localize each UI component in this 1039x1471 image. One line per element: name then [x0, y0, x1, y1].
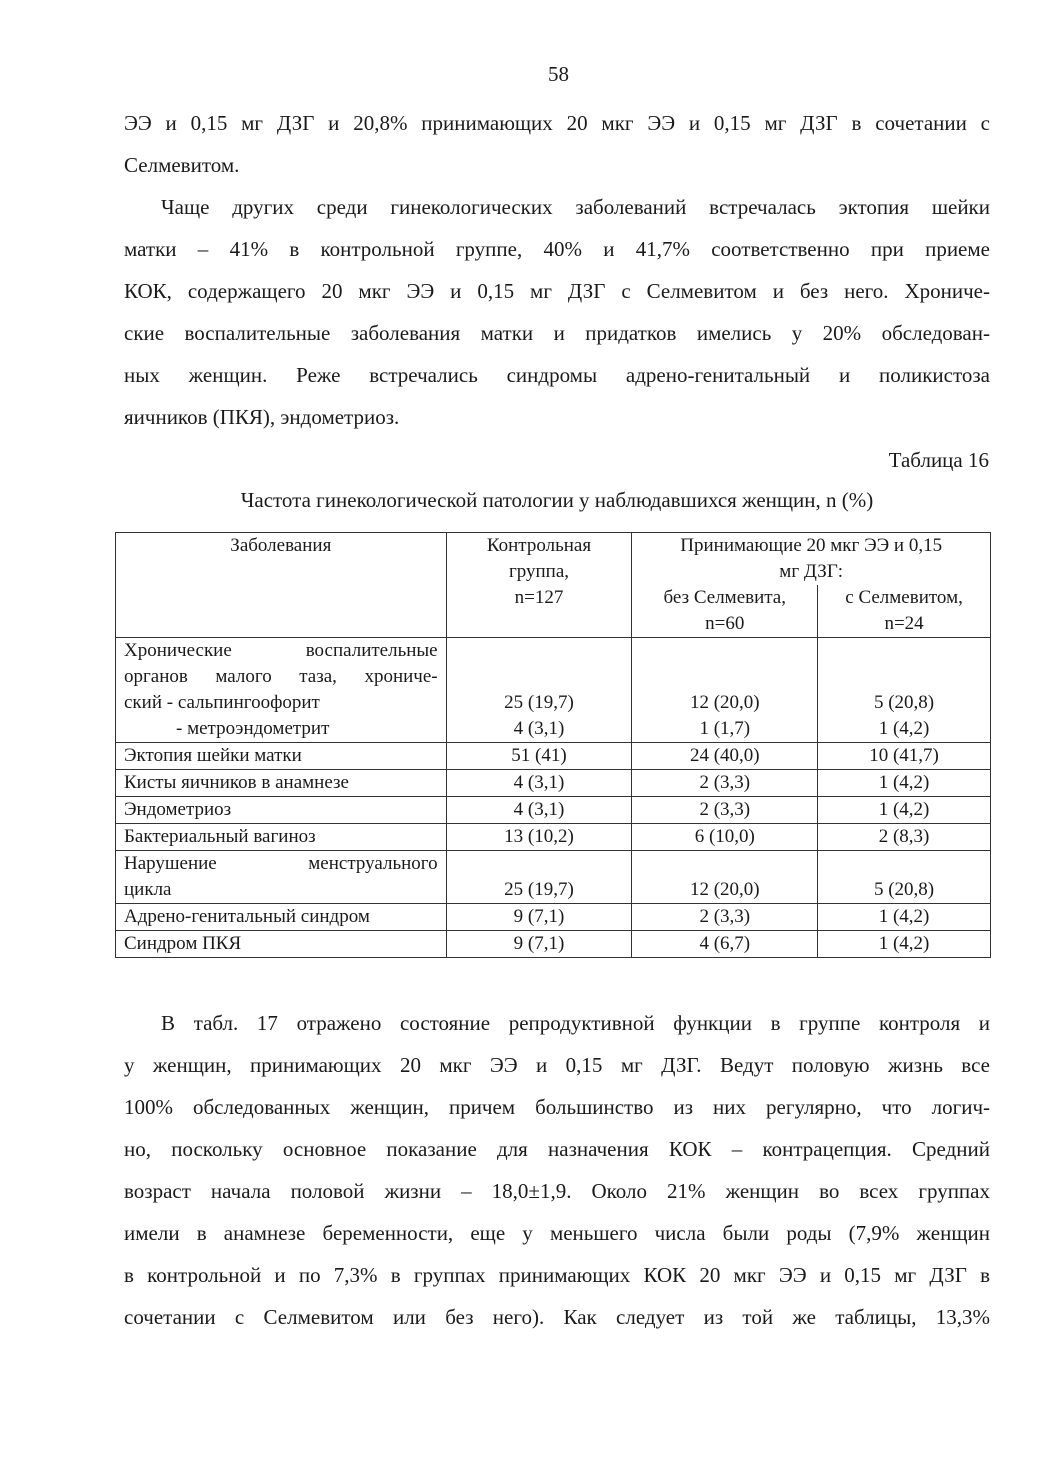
cell-with: 1 (4,2): [818, 931, 991, 958]
name-line: Хронические воспалительные: [124, 640, 438, 661]
row-name: Эктопия шейки матки: [116, 743, 447, 770]
header-line: группа,: [508, 561, 570, 582]
text-line: у женщин, принимающих 20 мкг ЭЭ и 0,15 мг ДЗГ. Ведут половую жизнь все: [124, 1053, 990, 1077]
name-line: Нарушение менструального: [124, 853, 438, 874]
header-control: [446, 533, 632, 638]
text-line: ские воспалительные заболевания матки и придатков имелись у 20% обследован-: [124, 321, 990, 345]
header-line: Контрольная: [486, 535, 592, 556]
text-line: 100% обследованных женщин, причем большинство из них регулярно, что логич-: [124, 1095, 990, 1119]
name-line: ский - сальпингоофорит: [124, 692, 320, 713]
table-header-row: [116, 533, 991, 586]
text-line: но, поскольку основное показание для назначения КОК – контрацепция. Средний: [124, 1137, 990, 1161]
text-line: В табл. 17 отражено состояние репродуктивной функции в группе контроля и: [161, 1011, 990, 1035]
page-number: 58: [548, 62, 569, 86]
paragraph-1: [124, 102, 990, 186]
header-disease: Заболевания: [116, 533, 447, 638]
table-row: [116, 851, 991, 904]
cell-without: 24 (40,0): [632, 743, 818, 770]
cell-control: 9 (7,1): [446, 904, 632, 931]
cell-without: 2 (3,3): [632, 797, 818, 824]
paragraph-3: [124, 1002, 990, 1338]
cell-without: 6 (10,0): [632, 824, 818, 851]
cell-with: 1 (4,2): [818, 770, 991, 797]
header-line: n=127: [514, 587, 564, 608]
row-name: [116, 638, 447, 743]
name-line: органов малого таза, хрониче-: [124, 666, 438, 687]
header-line: без Селмевита,: [663, 587, 786, 608]
header-with: [818, 585, 991, 638]
paragraph-2: [124, 186, 990, 438]
row-name: Бактериальный вагиноз: [116, 824, 447, 851]
table-label: Таблица 16: [888, 448, 989, 472]
text-line: Селмевитом.: [124, 153, 240, 177]
text-line: имели в анамнезе беременности, еще у меньшего числа были роды (7,9% женщин: [124, 1221, 990, 1245]
table-row: [116, 797, 991, 824]
text-line: сочетании с Селмевитом или без него). Как следует из той же таблицы, 13,3%: [124, 1305, 990, 1329]
table-row: [116, 904, 991, 931]
cell-with: 2 (8,3): [818, 824, 991, 851]
table-row: [116, 824, 991, 851]
row-name: Синдром ПКЯ: [116, 931, 447, 958]
cell-value: 1 (4,2): [878, 718, 930, 739]
table-row: [116, 743, 991, 770]
text-line: Чаще других среди гинекологических заболеваний встречалась эктопия шейки: [161, 195, 990, 219]
name-line: цикла: [124, 879, 172, 900]
cell-control: 51 (41): [446, 743, 632, 770]
cell-value: 5 (20,8): [873, 692, 935, 713]
cell-control: 25 (19,7): [446, 851, 632, 904]
row-name: Эндометриоз: [116, 797, 447, 824]
text-line: ЭЭ и 0,15 мг ДЗГ и 20,8% принимающих 20 мкг ЭЭ и 0,15 мг ДЗГ в сочетании с: [124, 111, 990, 135]
row-name: [116, 851, 447, 904]
cell-without: 2 (3,3): [632, 770, 818, 797]
header-taking: [632, 533, 991, 586]
text-line: яичников (ПКЯ), эндометриоз.: [124, 405, 400, 429]
table-caption: Частота гинекологической патологии у наблюдавшихся женщин, n (%): [240, 488, 874, 512]
text-line: КОК, содержащего 20 мкг ЭЭ и 0,15 мг ДЗГ с Селмевитом и без него. Хрониче-: [124, 279, 990, 303]
cell-with: 1 (4,2): [818, 904, 991, 931]
text-line: в контрольной и по 7,3% в группах принимающих КОК 20 мкг ЭЭ и 0,15 мг ДЗГ в: [124, 1263, 990, 1287]
cell-value: 1 (1,7): [699, 718, 751, 739]
cell-value: 12 (20,0): [689, 692, 760, 713]
text-line: возраст начала половой жизни – 18,0±1,9. Около 21% женщин во всех группах: [124, 1179, 990, 1203]
cell-value: 4 (3,1): [513, 718, 565, 739]
cell-with: 10 (41,7): [818, 743, 991, 770]
text-line: матки – 41% в контрольной группе, 40% и 41,7% соответственно при приеме: [124, 237, 990, 261]
cell-without: 12 (20,0): [632, 851, 818, 904]
cell-control: 13 (10,2): [446, 824, 632, 851]
pathology-table: [115, 532, 991, 958]
table-row: [116, 638, 991, 743]
table-row: [116, 931, 991, 958]
cell-value: 25 (19,7): [504, 692, 574, 713]
header-line: n=60: [705, 613, 745, 634]
row-name: Кисты яичников в анамнезе: [116, 770, 447, 797]
text-line: ных женщин. Реже встречались синдромы адрено-генитальный и поликистоза: [124, 363, 990, 387]
name-line: - метроэндометрит: [176, 718, 330, 739]
table-row: [116, 770, 991, 797]
header-without: [632, 585, 818, 638]
cell-control: 9 (7,1): [446, 931, 632, 958]
cell-with: [818, 638, 991, 743]
cell-control: [446, 638, 632, 743]
cell-without: 4 (6,7): [632, 931, 818, 958]
cell-control: 4 (3,1): [446, 770, 632, 797]
cell-without: [632, 638, 818, 743]
header-line: с Селмевитом,: [845, 587, 963, 608]
header-line: n=24: [884, 613, 924, 634]
header-line: Принимающие 20 мкг ЭЭ и 0,15: [680, 535, 943, 556]
cell-control: 4 (3,1): [446, 797, 632, 824]
row-name: Адрено-генитальный синдром: [116, 904, 447, 931]
cell-without: 2 (3,3): [632, 904, 818, 931]
cell-with: 5 (20,8): [818, 851, 991, 904]
header-line: мг ДЗГ:: [779, 561, 844, 582]
cell-with: 1 (4,2): [818, 797, 991, 824]
